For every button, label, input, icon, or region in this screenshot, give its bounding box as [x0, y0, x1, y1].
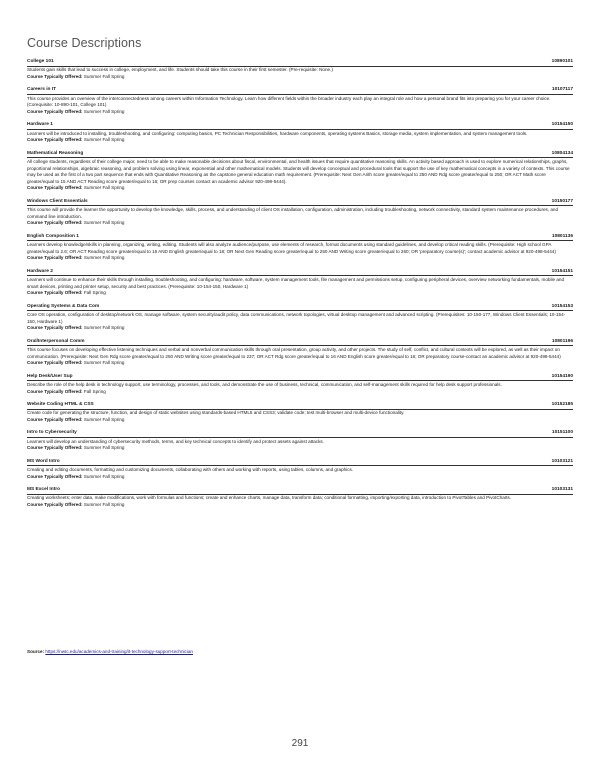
course-name: Intro to Cybersecurity: [27, 430, 77, 436]
page-title: Course Descriptions: [27, 36, 142, 50]
course-offered: [27, 185, 573, 191]
offered-label: Course Typically Offered:: [27, 388, 83, 394]
offered-terms: Summer Fall Spring: [83, 255, 125, 261]
offered-label: Course Typically Offered:: [27, 473, 83, 479]
course-code: 10107117: [551, 87, 573, 93]
offered-label: Course Typically Offered:: [27, 185, 83, 191]
course-code: 10152185: [551, 402, 573, 408]
offered-terms: Summer Fall Spring: [83, 137, 125, 143]
course-code: 10150177: [551, 198, 573, 204]
course-entry: [27, 59, 573, 80]
course-entry: [27, 459, 573, 480]
offered-label: Course Typically Offered:: [27, 416, 83, 422]
course-offered: [27, 137, 573, 143]
course-name: Mathematical Reasoning: [27, 150, 84, 156]
offered-terms: Summer Fall Spring: [83, 73, 125, 79]
course-description: Core OS operation, configuration of desktop/network OS, manage software, system security/audit policy, data communications, network topologies, virtual desktop management and advanced scripting. (Prerequisites: 10-150-177, Windows Client Essentials; 10-154-150, Hardware 1): [27, 311, 566, 324]
course-name: Hardware 2: [27, 268, 53, 274]
course-description: Students gain skills that lead to success in college, employment, and life. Students should take this course in their first semester. (Pre-requisite: None.): [27, 67, 333, 73]
course-description: Learners will develop an understanding of cybersecurity methods, terms, and key technical concepts to identify and protect assets against attacks.: [27, 438, 324, 444]
course-code: 10103121: [551, 458, 573, 464]
offered-terms: Summer Fall Spring: [83, 360, 125, 366]
course-description: This course provides an overview of the interconnectedness among careers within Information Technology. Learn how different fields within the broader industry each play an integral role and how a personal brand fits into preparing you for your career choice. (Corequisite: 10-890-101, College 101): [27, 95, 551, 108]
course-entry: [27, 122, 573, 143]
course-header: [27, 374, 573, 382]
course-description: Learners develop knowledge/skills in planning, organizing, writing, editing. Students will also analyze audience/purpose, use elements of research, format documents using standard guidelines, and develop critical reading skills. (Prerequisite: High school GPA greater/equal to 2.6; OR ACT Reading score greater/equal to 16 AND English greater/equal to 18; OR Next Gen Reading score greater/equal to 250 AND Writing score greater/equal to 260; OR 'preparatory course(s)'; contact academic advisor at 920-498-5444): [27, 242, 556, 254]
source-label: Source:: [27, 649, 45, 654]
offered-terms: Summer Fall Spring: [83, 220, 125, 226]
course-offered: [27, 255, 573, 261]
course-description: Describe the role of the help desk in technology support, use terminology, processes, and tools, and demonstrate the use of business, technical, communication, and self-management skills required for help desk support professionals.: [27, 381, 502, 387]
course-entry: [27, 374, 573, 395]
course-header: [27, 234, 573, 242]
course-offered: [27, 417, 573, 423]
offered-terms: Fall Spring: [83, 290, 106, 296]
offered-terms: Summer Fall Spring: [83, 416, 125, 422]
course-header: [27, 59, 573, 67]
offered-terms: Fall Spring: [83, 388, 106, 394]
course-header: [27, 430, 573, 438]
offered-terms: Summer Fall Spring: [83, 502, 125, 507]
course-description: Creating worksheets; enter data, make modifications, work with formulas and functions; create and enhance charts, manage data, transform data; conditional formatting, importing/exporting data, introduction to PivotTables and PivotCharts.: [27, 495, 512, 501]
course-code: 10804134: [551, 150, 573, 156]
course-offered: [27, 109, 573, 115]
course-name: Operating Systems & Data Com: [27, 303, 100, 309]
course-code: 10154151: [551, 268, 573, 274]
course-list: [27, 59, 573, 508]
course-offered: [27, 74, 573, 80]
course-offered: [27, 445, 573, 451]
course-description: This course will provide the learner the opportunity to develop the knowledge, skills, process, and understanding of client OS installation, configuration, administration, including troubleshooting, network connectivity, standard system maintenance procedures, and command line introduction.: [27, 207, 559, 219]
offered-terms: Summer Fall Spring: [83, 325, 125, 331]
course-entry: [27, 487, 573, 508]
offered-label: Course Typically Offered:: [27, 137, 83, 143]
offered-terms: Summer Fall Spring: [83, 473, 125, 479]
course-code: 10154153: [551, 303, 573, 309]
course-name: Website Coding HTML & CSS: [27, 402, 94, 408]
course-offered: [27, 389, 573, 395]
course-header: [27, 87, 573, 95]
offered-label: Course Typically Offered:: [27, 360, 83, 366]
offered-label: Course Typically Offered:: [27, 108, 83, 114]
source-line: [27, 649, 193, 655]
course-code: 10801136: [551, 233, 573, 239]
course-offered: [27, 360, 573, 366]
course-code: 10103131: [551, 487, 573, 493]
course-entry: [27, 402, 573, 423]
course-name: Windows Client Essentials: [27, 198, 88, 204]
course-entry: [27, 151, 573, 192]
course-descriptions-page: [27, 36, 573, 516]
offered-label: Course Typically Offered:: [27, 290, 83, 296]
course-entry: [27, 87, 573, 115]
offered-label: Course Typically Offered:: [27, 445, 83, 451]
course-code: 10154150: [551, 122, 573, 128]
course-code: 10890101: [551, 59, 573, 64]
course-header: [27, 151, 573, 159]
offered-label: Course Typically Offered:: [27, 255, 83, 261]
course-entry: [27, 304, 573, 332]
offered-terms: Summer Fall Spring: [83, 108, 125, 114]
course-header: [27, 459, 573, 467]
course-offered: [27, 325, 573, 331]
course-offered: [27, 220, 573, 226]
offered-label: Course Typically Offered:: [27, 325, 83, 331]
course-code: 10801196: [551, 338, 573, 344]
course-description: All college students, regardless of their college major, need to be able to make reasonable decisions about fiscal, environmental, and health issues that require quantitative reasoning skills. An activity based approach is used to explore numerical relationships, graphs, proportional relationships, algebraic reasoning, and problem solving using linear, exponential and other mathematical models. Students will develop conceptual and procedural tools that support the use of key mathematical concepts in a variety of contexts. This course may be used as the first of a two part sequence that ends with Quantitative Reasoning as the capstone general education math requirement. (Prerequisite: Next Gen Arith score greater/equal to 250 AND Rdg score greater/equal to 250; OR ACT Math score greater/equal to 15 AND ACT Reading score greater/equal to 16; OR prep courses contact an academic advisor 920-498-5444).: [27, 158, 570, 184]
course-name: MS Word Intro: [27, 458, 60, 464]
course-offered: [27, 474, 573, 480]
course-name: English Composition 1: [27, 233, 79, 239]
offered-label: Course Typically Offered:: [27, 502, 83, 507]
course-description: Learners will be introduced to installing, troubleshooting, and configuring: computing basics, PC Technician Responsibilities, hardware components, operating systems Basics, storage media, system implementation, and system management tools.: [27, 130, 528, 136]
course-header: [27, 402, 573, 410]
course-entry: [27, 339, 573, 367]
course-code: 10151100: [551, 430, 573, 436]
course-name: Oral/Interpersonal Comm: [27, 338, 85, 344]
course-description: Creating and editing documents, formatting and customizing documents, collaborating with others and working with reports, using tables, columns, and graphics.: [27, 467, 354, 473]
course-offered: [27, 502, 573, 508]
offered-label: Course Typically Offered:: [27, 220, 83, 226]
course-name: Careers in IT: [27, 87, 57, 93]
course-description: This course focuses on developing effective listening techniques and verbal and nonverbal communication skills through oral presentation, group activity, and other projects. The study of self, conflict, and cultural contexts will be explored, as well as their impact on communication. (Prerequisite: Next Gen Rdg score greater/equal to 250 AND Writing score greater/equal to 237; OR ACT Rdg score greater/equal to 16 AND English score greater/equal to 16; OR preparatory course-contact an academic advisor at 920-498-5444): [27, 346, 561, 359]
course-description: Create code for generating the structure, function, and design of static websites using standards-based HTML5 and CSS3; validate code; test multi-browser and multi-device functionality.: [27, 410, 405, 416]
course-header: [27, 487, 573, 495]
offered-terms: Summer Fall Spring: [83, 445, 125, 451]
course-entry: [27, 199, 573, 227]
course-name: MS Excel Intro: [27, 487, 61, 493]
course-name: College 101: [27, 59, 54, 64]
offered-terms: Summer Fall Spring: [83, 185, 125, 191]
source-link[interactable]: https://nwtc.edu/academics-and-training/it-technology-support-technician: [45, 649, 193, 654]
course-code: 10154190: [551, 373, 573, 379]
course-entry: [27, 269, 573, 297]
course-header: [27, 199, 573, 207]
offered-label: Course Typically Offered:: [27, 73, 83, 79]
course-header: [27, 339, 573, 347]
course-header: [27, 304, 573, 312]
course-name: Help Desk/User Sup: [27, 373, 73, 379]
course-entry: [27, 234, 573, 262]
course-header: [27, 122, 573, 130]
course-offered: [27, 290, 573, 296]
course-name: Hardware 1: [27, 122, 53, 128]
course-entry: [27, 430, 573, 451]
course-header: [27, 269, 573, 277]
page-number: 291: [291, 738, 309, 749]
course-description: Learners will continue to enhance their skills through installing, troubleshooting, and configuring: hardware, software, system management tools, file management and permissions setup, configuring peripheral devices, overview networking fundamentals, mobile and smart devices, printing and printer setup, security and best practices. (Prerequisite: 10-154-150, Hardware 1): [27, 277, 564, 289]
